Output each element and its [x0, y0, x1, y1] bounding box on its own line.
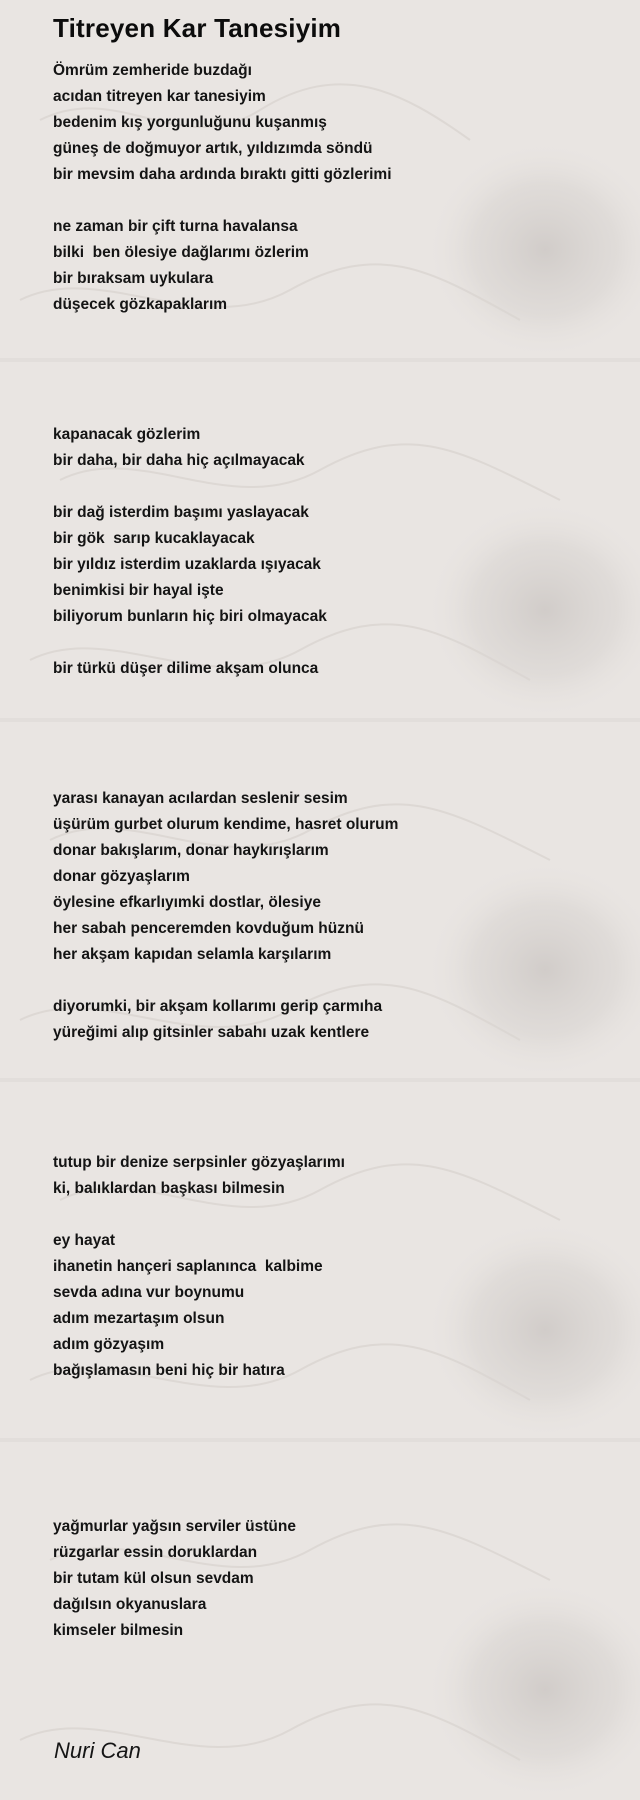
poem-line	[53, 1488, 613, 1514]
poem-line: öylesine efkarlıyımki dostlar, ölesiye	[53, 894, 321, 911]
poem-line	[53, 682, 613, 708]
poem-line: ihanetin hançeri saplanınca kalbime	[53, 1258, 323, 1275]
poem-line	[53, 1384, 613, 1410]
poem-line: ey hayat	[53, 1232, 116, 1249]
poem-line	[53, 1124, 613, 1150]
poem-line: her akşam kapıdan selamla karşılarım	[53, 946, 332, 963]
poem-line: bir türkü düşer dilime akşam olunca	[53, 660, 319, 677]
poem-line: rüzgarlar essin doruklardan	[53, 1544, 258, 1561]
poem-line: Ömrüm zemheride buzdağı	[53, 62, 252, 79]
poem-line	[53, 760, 613, 786]
poem-line: bir gök sarıp kucaklayacak	[53, 530, 255, 547]
poem-line: sevda adına vur boynumu	[53, 1284, 245, 1301]
poem-line	[53, 318, 613, 344]
poem-author: Nuri Can	[54, 1738, 141, 1763]
poem-line	[53, 370, 613, 396]
poem-line	[53, 1436, 613, 1462]
poem-line	[53, 344, 613, 370]
poem-line: yağmurlar yağsın serviler üstüne	[53, 1518, 296, 1535]
poem-line: adım gözyaşım	[53, 1336, 165, 1353]
poem-line: üşürüm gurbet olurum kendime, hasret olurum	[53, 816, 399, 833]
poem-line	[53, 1202, 613, 1228]
poem-line: dağılsın okyanuslara	[53, 1596, 207, 1613]
poem-line: bir tutam kül olsun sevdam	[53, 1570, 254, 1587]
poem-container	[53, 10, 613, 1644]
poem-line	[53, 630, 613, 656]
poem-body	[53, 58, 613, 1644]
poem-line: bir daha, bir daha hiç açılmayacak	[53, 452, 305, 469]
poem-line	[53, 734, 613, 760]
poem-line: acıdan titreyen kar tanesiyim	[53, 88, 266, 105]
poem-line	[53, 1410, 613, 1436]
poem-line: bir dağ isterdim başımı yaslayacak	[53, 504, 309, 521]
poem-line	[53, 708, 613, 734]
poem-line: benimkisi bir hayal işte	[53, 582, 224, 599]
poem-line: bilki ben ölesiye dağlarımı özlerim	[53, 244, 309, 261]
poem-line	[53, 1046, 613, 1072]
poem-line: adım mezartaşım olsun	[53, 1310, 225, 1327]
poem-line	[53, 1462, 613, 1488]
poem-line: kimseler bilmesin	[53, 1622, 184, 1639]
poem-line: her sabah penceremden kovduğum hüznü	[53, 920, 364, 937]
poem-line: donar gözyaşlarım	[53, 868, 190, 885]
poem-line	[53, 1098, 613, 1124]
poem-line: ne zaman bir çift turna havalansa	[53, 218, 298, 235]
poem-line	[53, 188, 613, 214]
poem-line: bir bıraksam uykulara	[53, 270, 214, 287]
poem-line: bir mevsim daha ardında bıraktı gitti gözlerimi	[53, 166, 392, 183]
poem-line	[53, 396, 613, 422]
poem-line: tutup bir denize serpsinler gözyaşlarımı	[53, 1154, 345, 1171]
poem-line: donar bakışlarım, donar haykırışlarım	[53, 842, 329, 859]
poem-line: diyorumki, bir akşam kollarımı gerip çarmıha	[53, 998, 383, 1015]
poem-line: yarası kanayan acılardan seslenir sesim	[53, 790, 348, 807]
poem-line: bir yıldız isterdim uzaklarda ışıyacak	[53, 556, 321, 573]
poem-line	[53, 968, 613, 994]
poem-line: ki, balıklardan başkası bilmesin	[53, 1180, 285, 1197]
poem-line: kapanacak gözlerim	[53, 426, 201, 443]
poem-line: biliyorum bunların hiç biri olmayacak	[53, 608, 327, 625]
poem-line: yüreğimi alıp gitsinler sabahı uzak kentlere	[53, 1024, 370, 1041]
poem-line: bağışlamasın beni hiç bir hatıra	[53, 1362, 285, 1379]
poem-line	[53, 1072, 613, 1098]
poem-line: bedenim kış yorgunluğunu kuşanmış	[53, 114, 327, 131]
poem-line	[53, 474, 613, 500]
poem-line: düşecek gözkapaklarım	[53, 296, 228, 313]
poem-line: güneş de doğmuyor artık, yıldızımda söndü	[53, 140, 373, 157]
poem-title: Titreyen Kar Tanesiyim	[53, 13, 342, 43]
